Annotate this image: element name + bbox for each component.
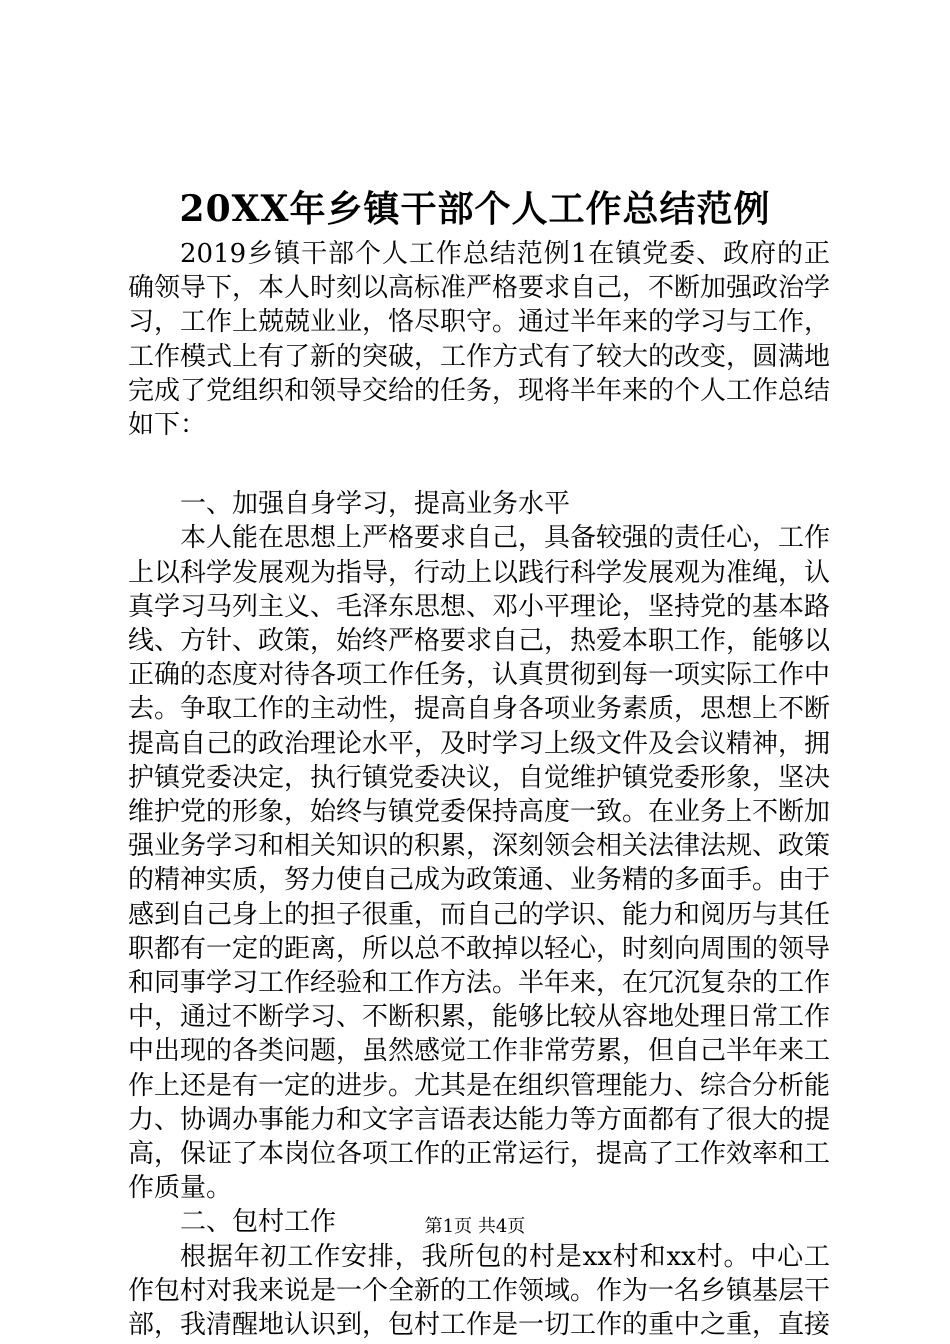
intro-paragraph: 2019乡镇干部个人工作总结范例1在镇党委、政府的正确领导下，本人时刻以高标准严格要求自己，不断加强政治学习，工作上兢兢业业，恪尽职守。通过半年来的学习与工作，工作模式上有了新的突破，工作方式有了较大的改变，圆满地完成了党组织和领导交给的任务，现将半年来的个人工作总结如下： xyxy=(128,239,831,441)
section-1-paragraph: 本人能在思想上严格要求自己，具备较强的责任心，工作上以科学发展观为指导，行动上以践行科学发展观为准绳，认真学习马列主义、毛泽东思想、邓小平理论，坚持党的基本路线、方针、政策，始终严格要求自己，热爱本职工作，能够以正确的态度对待各项工作任务，认真贯彻到每一项实际工作中去。争取工作的主动性，提高自身各项业务素质，思想上不断提高自己的政治理论水平，及时学习上级文件及会议精神，拥护镇党委决定，执行镇党委决议，自觉维护镇党委形象，坚决维护党的形象，始终与镇党委保持高度一致。在业务上不断加强业务学习和相关知识的积累，深刻领会相关法律法规、政策的精神实质，努力使自己成为政策通、业务精的多面手。由于感到自己身上的担子很重，而自己的学识、能力和阅历与其任职都有一定的距离，所以总不敢掉以轻心，时刻向周围的领导和同事学习工作经验和工作方法。半年来，在冗沉复杂的工作中，通过不断学习、不断积累，能够比较从容地处理日常工作中出现的各类问题，虽然感觉工作非常劳累，但自己半年来工作上还是有一定的进步。尤其是在组织管理能力、综合分析能力、协调办事能力和文字言语表达能力等方面都有了很大的提高，保证了本岗位各项工作的正常运行，提高了工作效率和工作质量。 xyxy=(128,523,831,1204)
section-heading-2: 二、包村工作 xyxy=(180,1207,337,1238)
section-heading-1: 一、加强自身学习，提高业务水平 xyxy=(180,489,571,520)
page-footer: 第1页 共4页 xyxy=(424,1216,526,1237)
document-body xyxy=(128,237,830,1342)
section-2-paragraph: 根据年初工作安排，我所包的村是xx村和xx村。中心工作包村对我来说是一个全新的工作领域。作为一名乡镇基层干部，我清醒地认识到，包村工作是一切工作的重中之重，直接 xyxy=(128,1241,831,1341)
document-title: 20XX年乡镇干部个人工作总结范例 xyxy=(179,188,771,230)
paragraph-gap xyxy=(128,442,830,487)
